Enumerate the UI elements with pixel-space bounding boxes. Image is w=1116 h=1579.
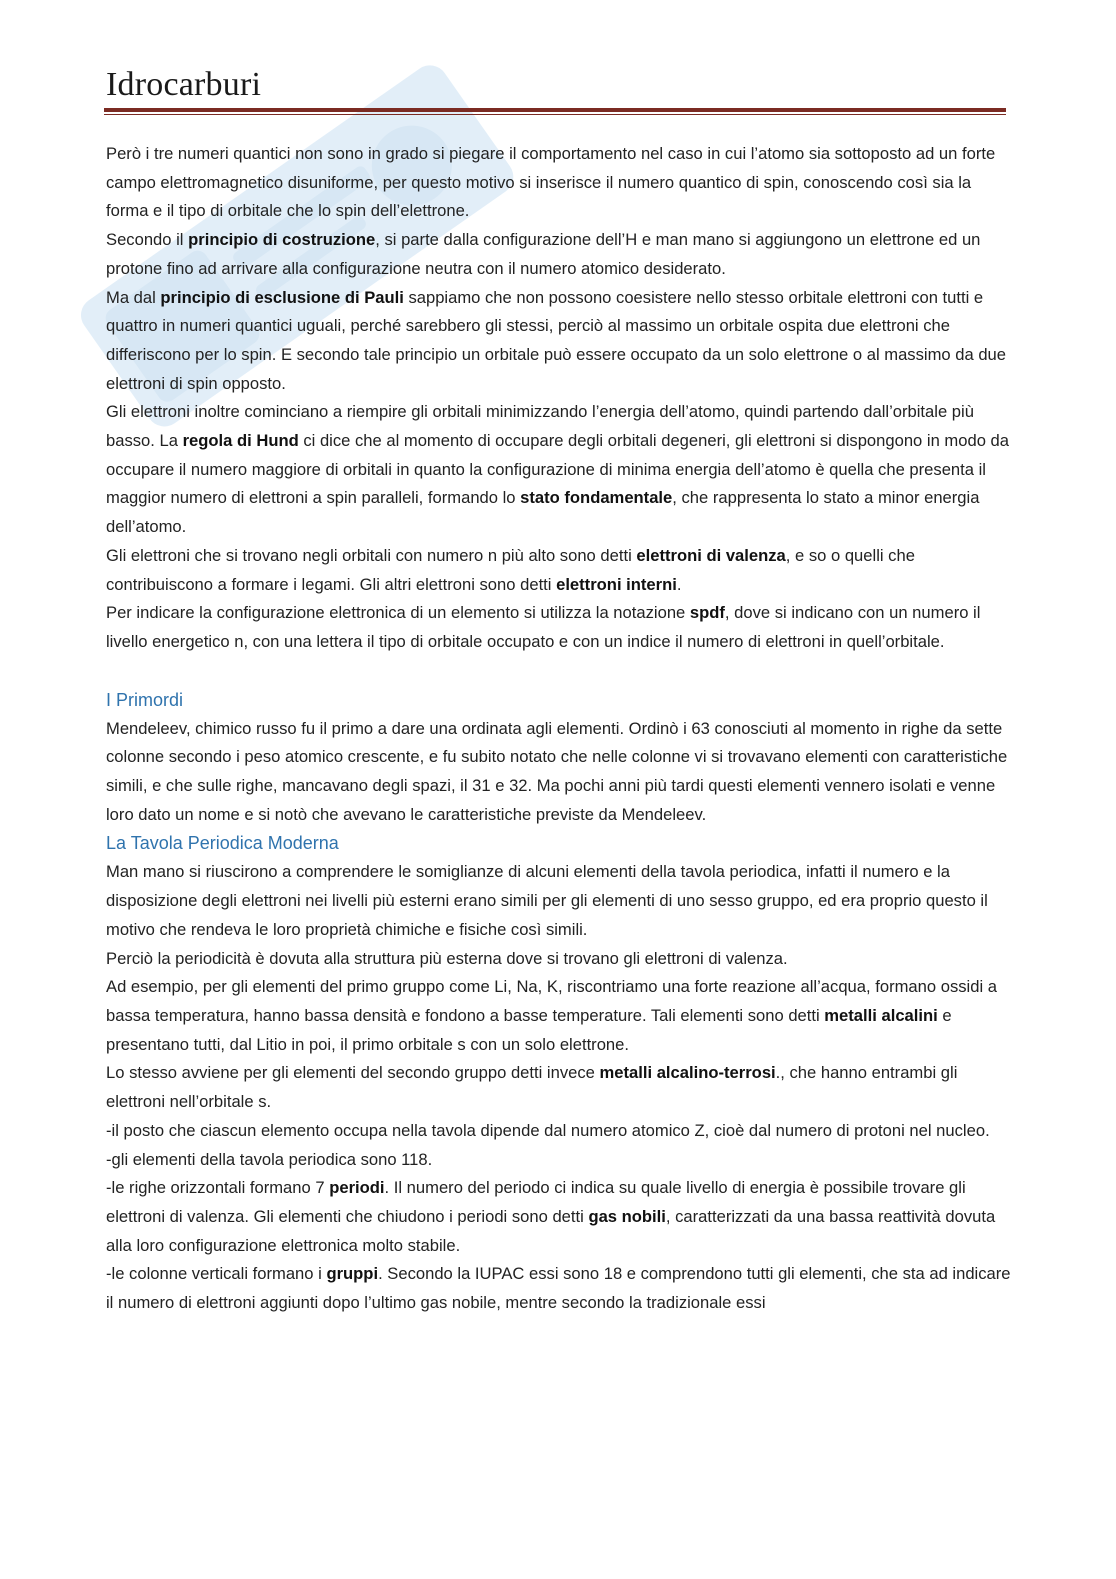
paragraph: Gli elettroni che si trovano negli orbitali con numero n più alto sono detti elettroni di valenza, e so o quelli che contribuiscono a formare i legami. Gli altri elettroni sono detti elettroni interni. [106, 545, 915, 594]
bold-term: elettroni interni [556, 574, 677, 594]
paragraph: Secondo il principio di costruzione, si parte dalla configurazione dell’H e man mano si aggiungono un elettrone ed un protone fino ad arrivare alla configurazione neutra con il numero atomico desiderato. [106, 230, 981, 278]
bold-term: metalli alcalini [824, 1005, 938, 1025]
bold-term: gruppi [326, 1264, 379, 1284]
document-body [106, 140, 1012, 1318]
title-rule-thick [104, 108, 1006, 112]
paragraph: Lo stesso avviene per gli elementi del secondo gruppo detti invece metalli alcalino-terrosi., che hanno entrambi gli elettroni nell’orbitale s. [106, 1063, 958, 1112]
paragraph: Ad esempio, per gli elementi del primo gruppo come Li, Na, K, riscontriamo una forte reazione all’acqua, formano ossidi a bassa temperatura, hanno bassa densità e fondono a basse temperature. Tali elementi sono detti metalli alcalini e presentano tutti, dal Litio in poi, il primo orbitale s con un solo elettrone. [106, 977, 997, 1054]
bold-term: gas nobili [588, 1206, 666, 1226]
paragraph: -gli elementi della tavola periodica sono 118. [106, 1149, 433, 1169]
section-heading-tavola-periodica: La Tavola Periodica Moderna [106, 833, 339, 854]
bold-term: spdf [689, 603, 725, 623]
paragraph: Per indicare la configurazione elettronica di un elemento si utilizza la notazione spdf, dove si indicano con un numero il livello energetico n, con una lettera il tipo di orbitale occupato e con un indice il numero di elettroni in quell’orbitale. [106, 603, 981, 651]
paragraph: Ma dal principio di esclusione di Pauli sappiamo che non possono coesistere nello stesso orbitale elettroni con tutti e quattro in numeri quantici uguali, perché sarebbero gli stessi, perciò al massimo un orbitale ospita due elettroni che differiscono per lo spin. E secondo tale principio un orbitale può essere occupato da un solo elettrone o al massimo da due elettroni di spin opposto. [106, 287, 1007, 393]
document-title: Idrocarburi [106, 66, 262, 103]
bold-term: periodi [329, 1178, 385, 1198]
paragraph: -le righe orizzontali formano 7 periodi. Il numero del periodo ci indica su quale livello di energia è possibile trovare gli elettroni di valenza. Gli elementi che chiudono i periodi sono detti gas nobili, caratterizzati da una bassa reattività dovuta alla loro configurazione elettronica molto stabile. [106, 1178, 996, 1255]
paragraph: -le colonne verticali formano i gruppi. Secondo la IUPAC essi sono 18 e comprendono tutti gli elementi, che sta ad indicare il numero di elettroni aggiunti dopo l’ultimo gas nobile, mentre secondo la tradizionale essi [106, 1264, 1011, 1313]
paragraph: Però i tre numeri quantici non sono in grado si piegare il comportamento nel caso in cui l’atomo sia sottoposto ad un forte campo elettromagnetico disuniforme, per questo motivo si inserisce il numero quantico di spin, conoscendo così sia la forma e il tipo di orbitale che lo spin dell’elettrone. [106, 144, 996, 221]
paragraph: Mendeleev, chimico russo fu il primo a dare una ordinata agli elementi. Ordinò i 63 conosciuti al momento in righe da sette colonne secondo i peso atomico crescente, e fu subito notato che nelle colonne vi si trovavano elementi con caratteristiche simili, e che sulle righe, mancavano degli spazi, il 31 e 32. Ma pochi anni più tardi questi elementi vennero isolati e venne loro dato un nome e si notò che avevano le caratteristiche previste da Mendeleev. [106, 718, 1008, 824]
bold-term: regola di Hund [182, 431, 299, 451]
bold-term: stato fondamentale [520, 488, 673, 508]
bold-term: principio di costruzione [188, 230, 376, 250]
paragraph: Gli elettroni inoltre cominciano a riempire gli orbitali minimizzando l’energia dell’atomo, quindi partendo dall’orbitale più basso. La regola di Hund ci dice che al momento di occupare degli orbitali degeneri, gli elettroni si dispongono in modo da occupare il numero maggiore di orbitali in quanto la configurazione di minima energia dell’atomo è quella che presenta il maggior numero di elettroni a spin paralleli, formando lo stato fondamentale, che rappresenta lo stato a minor energia dell’atomo. [106, 402, 1010, 537]
paragraph: Man mano si riuscirono a comprendere le somiglianze di alcuni elementi della tavola periodica, infatti il numero e la disposizione degli elettroni nei livelli più esterni erano simili per gli elementi di uno sesso gruppo, ed era proprio questo il motivo che rendeva le loro proprietà chimiche e fisiche così simili. [106, 862, 988, 939]
bold-term: elettroni di valenza [636, 545, 786, 565]
section-heading-primordi: I Primordi [106, 689, 184, 710]
bold-term: principio di esclusione di Pauli [160, 287, 404, 307]
paragraph: -il posto che ciascun elemento occupa nella tavola dipende dal numero atomico Z, cioè dal numero di protoni nel nucleo. [106, 1120, 990, 1140]
title-rule-thin [104, 114, 1006, 115]
paragraph: Perciò la periodicità è dovuta alla struttura più esterna dove si trovano gli elettroni di valenza. [106, 948, 788, 968]
spacer [106, 657, 1012, 686]
bold-term: metalli alcalino-terrosi [599, 1063, 776, 1083]
